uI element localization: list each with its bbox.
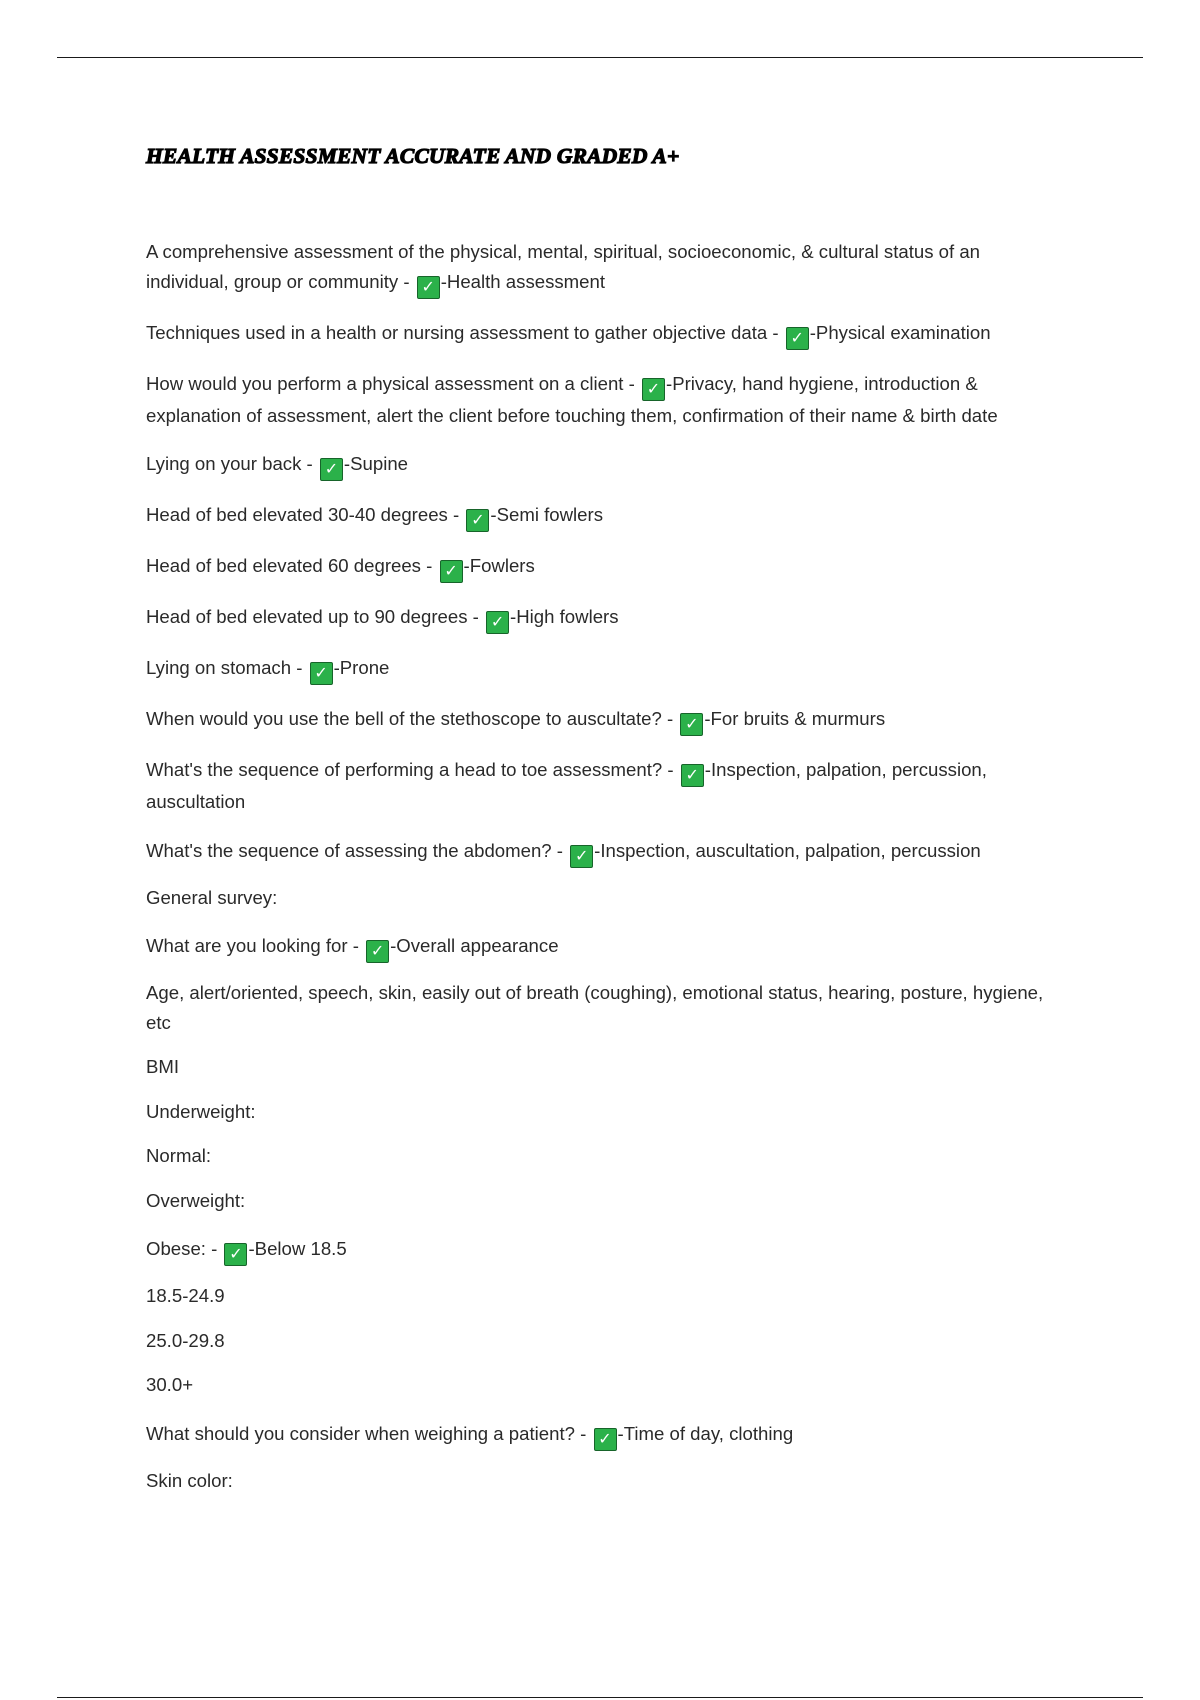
check-mark-icon: ✓ bbox=[320, 458, 343, 481]
check-mark-icon: ✓ bbox=[417, 276, 440, 299]
list-item: A comprehensive assessment of the physical, mental, spiritual, socioeconomic, & cultural status of an individual, group or community - ✓ -Health assessment bbox=[146, 237, 1066, 299]
list-item: What's the sequence of assessing the abdomen? - ✓ -Inspection, auscultation, palpation, percussion bbox=[146, 836, 1066, 868]
check-mark-icon: ✓ bbox=[681, 764, 704, 787]
list-item: Head of bed elevated 30-40 degrees - ✓ -Semi fowlers bbox=[146, 500, 1066, 532]
list-item: Lying on stomach - ✓ -Prone bbox=[146, 653, 1066, 685]
list-item: 18.5-24.9 bbox=[146, 1285, 225, 1306]
list-item: Skin color: bbox=[146, 1469, 233, 1491]
list-item: Lying on your back - ✓ -Supine bbox=[146, 449, 1066, 481]
check-mark-icon: ✓ bbox=[366, 940, 389, 963]
top-rule bbox=[57, 57, 1143, 58]
list-item: Overweight: bbox=[146, 1189, 246, 1211]
check-mark-icon: ✓ bbox=[570, 845, 593, 868]
list-item: Head of bed elevated up to 90 degrees - ✓ -High fowlers bbox=[146, 602, 1066, 634]
list-item: BMI bbox=[146, 1056, 180, 1077]
check-mark-icon: ✓ bbox=[486, 611, 509, 634]
list-item: 25.0-29.8 bbox=[146, 1329, 225, 1351]
list-item: When would you use the bell of the stethoscope to auscultate? - ✓ -For bruits & murmurs bbox=[146, 704, 1066, 736]
list-item: Age, alert/oriented, speech, skin, easily out of breath (coughing), emotional status, hearing, posture, hygiene, etc bbox=[146, 982, 1044, 1033]
list-item: How would you perform a physical assessment on a client - ✓ -Privacy, hand hygiene, introduction & explanation of assessment, alert the client before touching them, confirmation of their name & birth date bbox=[146, 372, 998, 426]
list-item: 30.0+ bbox=[146, 1374, 194, 1395]
list-item: Techniques used in a health or nursing assessment to gather objective data - ✓ -Physical examination bbox=[146, 318, 1066, 350]
check-mark-icon: ✓ bbox=[440, 560, 463, 583]
list-item: Head of bed elevated 60 degrees - ✓ -Fowlers bbox=[146, 551, 1066, 583]
check-mark-icon: ✓ bbox=[594, 1428, 617, 1451]
bottom-rule bbox=[57, 1697, 1143, 1698]
check-mark-icon: ✓ bbox=[224, 1243, 247, 1266]
list-item: Normal: bbox=[146, 1145, 212, 1166]
list-item: Underweight: bbox=[146, 1100, 256, 1122]
check-mark-icon: ✓ bbox=[680, 713, 703, 736]
document-title: HEALTH ASSESSMENT ACCURATE AND GRADED A+ bbox=[146, 144, 680, 168]
check-mark-icon: ✓ bbox=[786, 327, 809, 350]
check-mark-icon: ✓ bbox=[466, 509, 489, 532]
list-item: What's the sequence of performing a head to toe assessment? - ✓ -Inspection, palpation, percussion, auscultation bbox=[146, 759, 987, 812]
list-item: What are you looking for - ✓ -Overall appearance bbox=[146, 931, 1066, 963]
section-label: General survey: bbox=[146, 886, 278, 908]
list-item: Obese: - ✓ -Below 18.5 bbox=[146, 1234, 1066, 1266]
check-mark-icon: ✓ bbox=[310, 662, 333, 685]
flashcard-list bbox=[146, 237, 1066, 1514]
list-item: What should you consider when weighing a patient? - ✓ -Time of day, clothing bbox=[146, 1419, 1066, 1451]
check-mark-icon: ✓ bbox=[642, 378, 665, 401]
